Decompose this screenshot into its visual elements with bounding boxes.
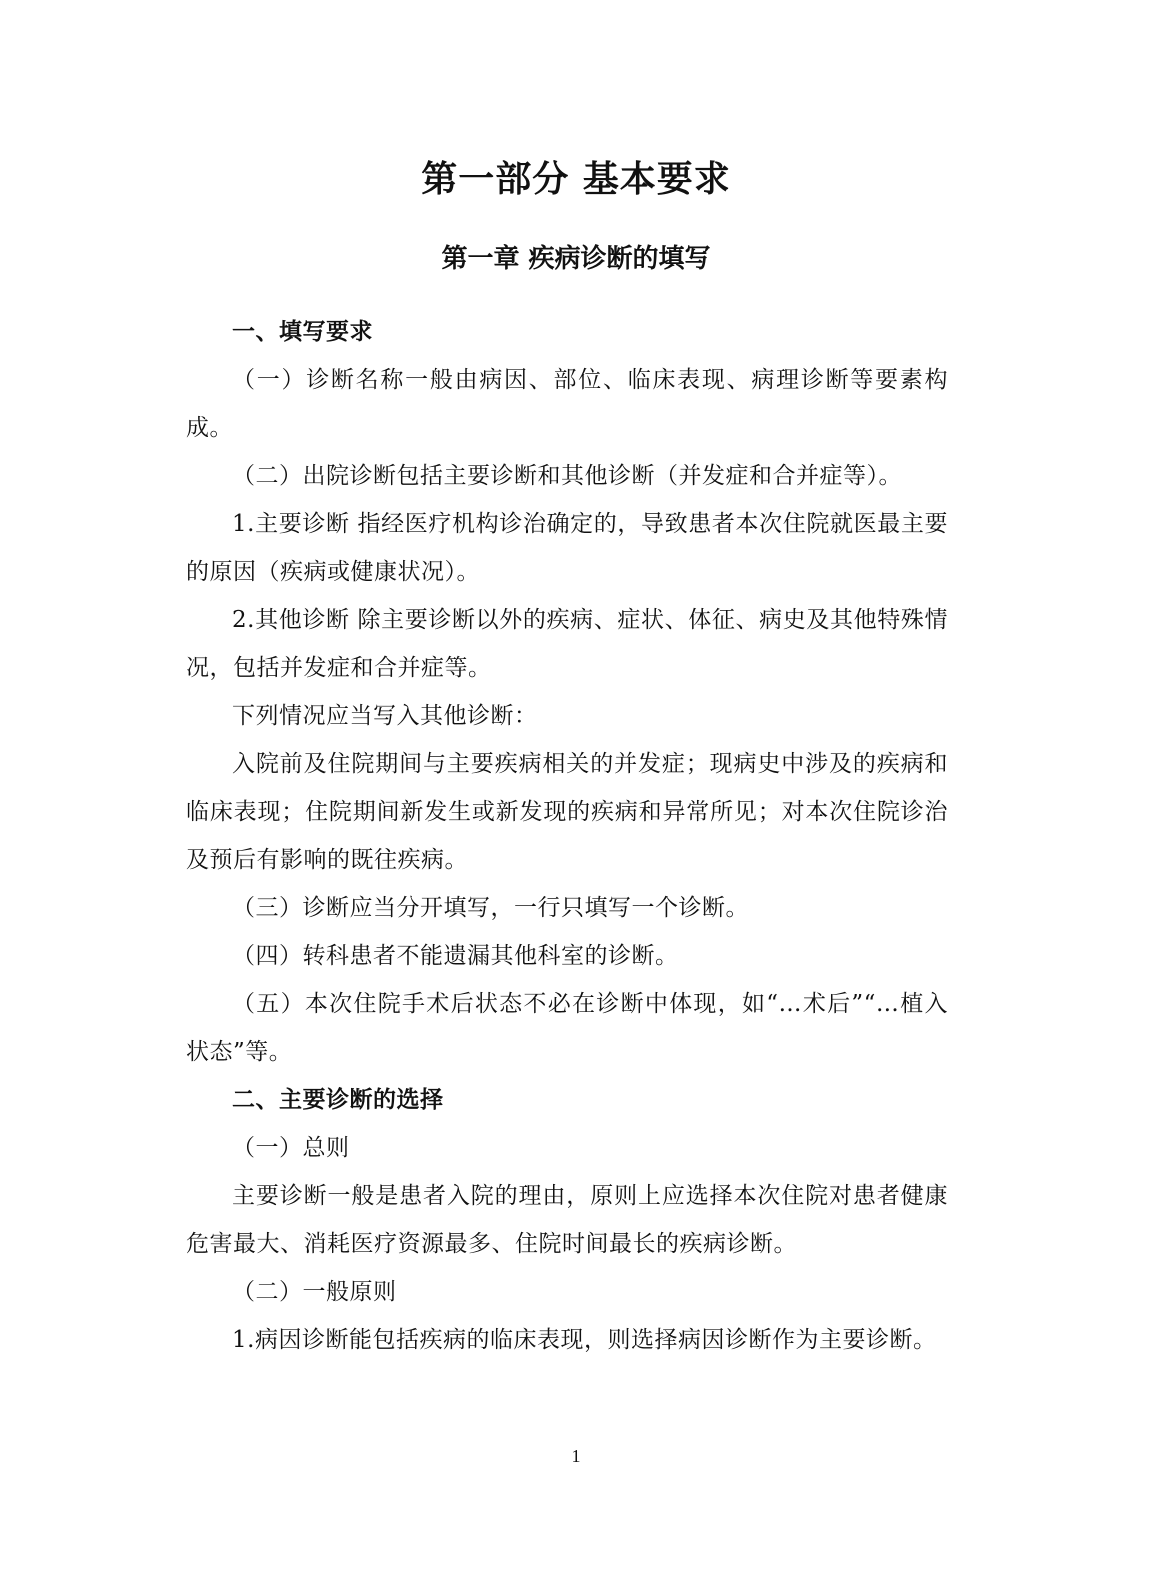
document-body (186, 308, 948, 1364)
section-heading-1: 一、填写要求 (232, 319, 373, 345)
paragraph: （一）诊断名称一般由病因、部位、临床表现、病理诊断等要素构成。 (186, 367, 948, 441)
chapter-title: 第一章 疾病诊断的填写 (441, 244, 711, 274)
paragraph: 1.主要诊断 指经医疗机构诊治确定的，导致患者本次住院就医最主要的原因（疾病或健康状况）。 (186, 511, 948, 585)
paragraph: 1.病因诊断能包括疾病的临床表现，则选择病因诊断作为主要诊断。 (232, 1327, 937, 1353)
paragraph: （三）诊断应当分开填写，一行只填写一个诊断。 (232, 895, 749, 921)
paragraph: 2.其他诊断 除主要诊断以外的疾病、症状、体征、病史及其他特殊情况，包括并发症和合并症等。 (186, 607, 948, 681)
paragraph: 主要诊断一般是患者入院的理由，原则上应选择本次住院对患者健康危害最大、消耗医疗资源最多、住院时间最长的疾病诊断。 (186, 1183, 948, 1257)
paragraph: （一）总则 (232, 1135, 350, 1161)
paragraph: 下列情况应当写入其他诊断： (232, 703, 538, 729)
paragraph: （二）出院诊断包括主要诊断和其他诊断（并发症和合并症等）。 (232, 463, 902, 489)
paragraph: （二）一般原则 (232, 1279, 397, 1305)
paragraph: 入院前及住院期间与主要疾病相关的并发症；现病史中涉及的疾病和临床表现；住院期间新发生或新发现的疾病和异常所见；对本次住院诊治及预后有影响的既往疾病。 (186, 751, 948, 873)
paragraph: （五）本次住院手术后状态不必在诊断中体现，如“…术后”“…植入状态”等。 (186, 991, 948, 1065)
part-title: 第一部分 基本要求 (421, 159, 731, 200)
section-heading-2: 二、主要诊断的选择 (232, 1087, 444, 1113)
page-number: 1 (571, 1446, 581, 1466)
paragraph: （四）转科患者不能遗漏其他科室的诊断。 (232, 943, 679, 969)
